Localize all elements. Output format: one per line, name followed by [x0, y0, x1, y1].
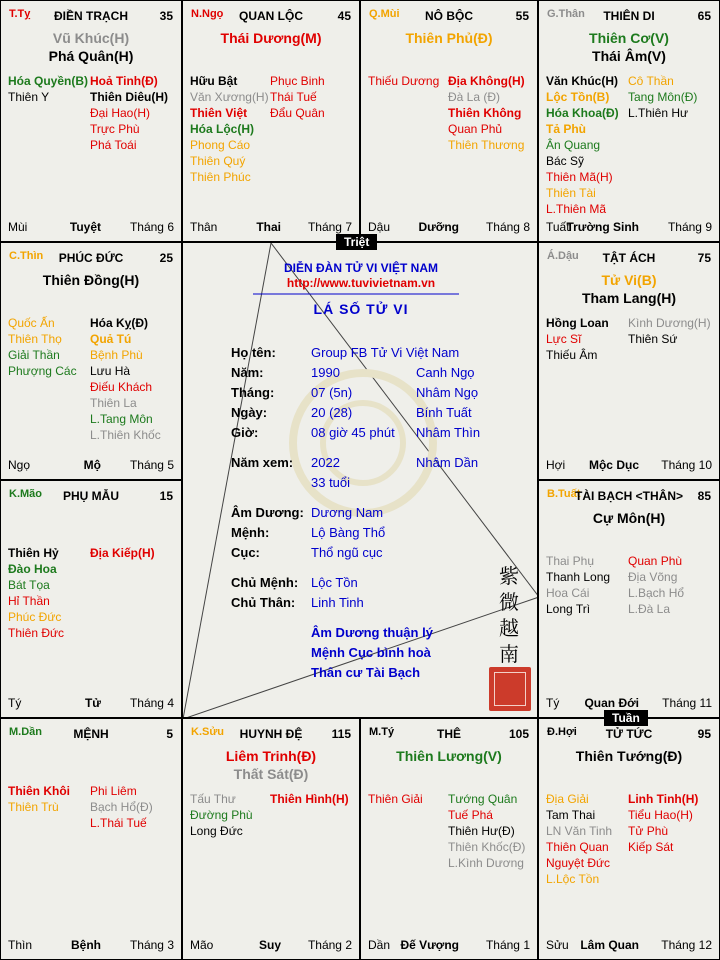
amduong-label: Âm Dương:: [231, 505, 304, 520]
left-stars: [546, 791, 612, 887]
minor-star: Thiên Khôi: [8, 784, 70, 798]
minor-star: Hỉ Thần: [8, 594, 50, 608]
minor-star: Thiên Quan: [546, 840, 609, 854]
palace-stem-branch: N.Ngọ: [191, 8, 224, 20]
palace-age: 5: [166, 727, 173, 741]
minor-star: Quả Tú: [90, 332, 132, 346]
minor-star: Bệnh Phù: [90, 348, 143, 362]
chu-than-value: Linh Tinh: [311, 595, 364, 610]
palace-age: 15: [159, 489, 173, 503]
minor-star: Giải Thần: [8, 348, 60, 362]
minor-star: Lộc Tồn(B): [546, 90, 610, 104]
minor-star: Long Đức: [190, 824, 243, 838]
palace-age: 45: [337, 9, 351, 23]
minor-star: Thai Phụ: [546, 554, 595, 568]
minor-star: Quan Phù: [628, 554, 683, 568]
palace-name: HUYNH ĐỆ: [239, 727, 303, 741]
palace-stem-branch: M.Tý: [369, 726, 395, 738]
main-star: Thiên Lương(V): [396, 748, 502, 764]
palace-age: 55: [515, 9, 529, 23]
minor-star: Hóa Khoa(Đ): [546, 106, 619, 120]
palace-month: Tháng 4: [129, 696, 174, 710]
palace-stage: Dưỡng: [418, 220, 459, 234]
palace-footer: [361, 938, 537, 954]
right-stars: [448, 73, 525, 153]
minor-star: Đà La (Đ): [448, 90, 501, 104]
minor-star: Thiên Sứ: [628, 332, 678, 346]
minor-star: Thái Tuế: [270, 90, 317, 104]
menh-value: Lộ Bàng Thổ: [311, 525, 386, 540]
left-stars: [546, 73, 619, 217]
palace-month: Tháng 2: [307, 938, 352, 952]
palace-age: 75: [697, 251, 711, 265]
minor-star: Tướng Quân: [448, 792, 518, 806]
minor-star: Long Trì: [546, 602, 591, 616]
palace-stem-branch: Đ.Hợi: [547, 726, 577, 738]
main-stars: [1, 29, 181, 65]
palace-name: TÀI BẠCH <THÂN>: [574, 489, 683, 503]
minor-star: Văn Khúc(H): [546, 74, 618, 88]
minor-star: Kiếp Sát: [628, 840, 674, 854]
calligraphy-3: 越: [499, 616, 519, 640]
chu-menh-label: Chủ Mệnh:: [231, 575, 299, 590]
palace-name: THÊ: [437, 727, 461, 741]
minor-star: Thiên La: [90, 396, 137, 410]
minor-star: Hóa Quyền(B): [8, 74, 89, 88]
month-label: Tháng:: [231, 385, 275, 400]
minor-star: L.Thiên Hư: [628, 106, 689, 120]
main-star: Tham Lang(H): [581, 290, 677, 306]
hour-canchi: Nhâm Thìn: [416, 425, 481, 440]
palace-stem-branch: T.Tỵ: [9, 8, 31, 20]
palace-mui[interactable]: [360, 0, 538, 242]
minor-star: Hóa Lộc(H): [190, 122, 254, 136]
main-stars: [539, 509, 719, 527]
view-year-label: Năm xem:: [231, 455, 294, 470]
palace-month: Tháng 7: [307, 220, 352, 234]
right-stars: [628, 73, 697, 121]
minor-star: Đẩu Quân: [270, 106, 325, 120]
calligraphy-1: 紫: [499, 564, 519, 588]
left-stars: [8, 73, 88, 105]
triet-tag: Triệt: [336, 234, 377, 250]
day-label: Ngày:: [231, 405, 268, 420]
note-3: Thân cư Tài Bạch: [311, 665, 421, 680]
palace-month: Tháng 5: [129, 458, 174, 472]
palace-thin[interactable]: [0, 242, 182, 480]
palace-month: Tháng 9: [667, 220, 712, 234]
main-star: Thiên Phủ(Đ): [405, 30, 493, 46]
palace-branch: Sửu: [546, 938, 569, 952]
website-name: DIỄN ĐÀN TỬ VI VIỆT NAM: [284, 261, 438, 275]
palace-stage: Quan Đới: [584, 696, 639, 710]
minor-star: Phúc Đức: [8, 610, 62, 624]
minor-star: Hữu Bật: [190, 74, 238, 88]
palace-stage: Mộ: [83, 458, 101, 472]
palace-month: Tháng 8: [485, 220, 530, 234]
main-stars: [361, 29, 537, 47]
palace-stage: Lâm Quan: [580, 938, 639, 952]
main-star: Thái Dương(M): [220, 30, 322, 46]
minor-star: Đường Phù: [190, 808, 253, 822]
center-info-panel: [182, 242, 538, 718]
palace-hoi[interactable]: [538, 718, 720, 960]
chart-title: LÁ SỐ TỬ VI: [313, 301, 409, 317]
minor-star: Hoa Cái: [546, 586, 590, 600]
year-canchi: Canh Ngọ: [416, 365, 475, 380]
main-stars: [183, 29, 359, 47]
palace-name: THIÊN DI: [603, 9, 655, 23]
main-stars: [539, 29, 719, 65]
palace-name: TỬ TỨC: [605, 727, 653, 741]
left-stars: [8, 783, 70, 815]
minor-star: Bạch Hổ(Đ): [90, 800, 153, 814]
minor-star: Nguyệt Đức: [546, 856, 611, 870]
palace-footer: [183, 220, 359, 236]
palace-footer: [539, 938, 719, 954]
day-canchi: Bính Tuất: [416, 405, 472, 420]
name-label: Họ tên:: [231, 345, 276, 360]
palace-stage: Tuyệt: [69, 220, 101, 234]
minor-star: Địa Võng: [628, 570, 678, 584]
palace-footer: [183, 938, 359, 954]
palace-month: Tháng 3: [129, 938, 174, 952]
minor-star: Thiên Mã(H): [546, 170, 613, 184]
minor-star: L.Kình Dương: [448, 856, 524, 870]
minor-star: Phi Liêm: [90, 784, 137, 798]
minor-star: Hồng Loan: [546, 316, 609, 330]
palace-branch: Mão: [190, 938, 214, 952]
palace-stage: Tử: [84, 696, 101, 710]
cuc-value: Thổ ngũ cục: [311, 545, 383, 560]
minor-star: Thiên Thọ: [8, 332, 62, 346]
palace-mao[interactable]: [0, 480, 182, 718]
main-star: Thái Âm(V): [592, 48, 666, 64]
left-stars: [368, 791, 423, 807]
palace-stem-branch: K.Sửu: [191, 726, 225, 738]
right-stars: [628, 315, 711, 347]
main-star: Thất Sát(Đ): [233, 766, 309, 782]
palace-branch: Dần: [368, 938, 391, 952]
minor-star: Thiên Phúc: [190, 170, 251, 184]
right-stars: [90, 315, 161, 443]
left-stars: [8, 545, 64, 641]
calligraphy-4: 南: [499, 642, 519, 666]
right-stars: [270, 73, 325, 121]
palace-age: 115: [331, 727, 351, 741]
minor-star: Tuế Phá: [448, 808, 493, 822]
hour-value: 08 giờ 45 phút: [311, 425, 395, 440]
minor-star: L.Thiên Mã: [546, 202, 607, 216]
hour-label: Giờ:: [231, 425, 259, 440]
palace-ty-bot[interactable]: [360, 718, 538, 960]
minor-star: L.Bạch Hổ: [628, 586, 685, 600]
minor-star: Quốc Ấn: [8, 316, 55, 330]
minor-star: Đại Hao(H): [90, 106, 151, 120]
minor-star: Địa Giải: [546, 792, 589, 806]
minor-star: Phá Toái: [90, 138, 137, 152]
minor-star: Ân Quang: [546, 138, 601, 152]
left-stars: [546, 315, 609, 363]
right-stars: [270, 791, 349, 807]
minor-star: Văn Xương(H): [190, 90, 269, 104]
palace-age: 95: [697, 727, 711, 741]
palace-name: QUAN LỘC: [239, 9, 303, 23]
minor-star: Phượng Các: [8, 364, 77, 378]
palace-than[interactable]: [538, 0, 720, 242]
main-stars: [361, 747, 537, 765]
palace-footer: [1, 220, 181, 236]
minor-star: Thiên Giải: [368, 792, 423, 806]
minor-star: Tam Thai: [546, 808, 596, 822]
minor-star: Bát Tọa: [8, 578, 50, 592]
amduong-value: Dương Nam: [311, 505, 384, 520]
note-1: Âm Dương thuận lý: [311, 625, 433, 640]
minor-star: Tiểu Hao(H): [628, 808, 693, 822]
minor-star: Thiên Tài: [546, 186, 596, 200]
minor-star: Thiếu Dương: [368, 74, 440, 88]
palace-branch: Mùi: [8, 220, 28, 234]
minor-star: Thiên Quý: [190, 154, 246, 168]
palace-age: 25: [159, 251, 173, 265]
minor-star: Điếu Khách: [90, 380, 153, 394]
palace-ty-top[interactable]: [0, 0, 182, 242]
palace-name: ĐIỀN TRẠCH: [54, 9, 128, 23]
palace-name: NÔ BỘC: [425, 9, 473, 23]
palace-month: Tháng 11: [662, 696, 712, 710]
palace-name: MỆNH: [73, 727, 109, 741]
left-stars: [546, 553, 610, 617]
palace-stem-branch: K.Mão: [9, 488, 42, 500]
palace-month: Tháng 6: [129, 220, 174, 234]
left-stars: [8, 315, 77, 379]
age-value: 33 tuổi: [311, 475, 351, 490]
main-star: Thiên Đồng(H): [42, 272, 140, 288]
palace-stem-branch: C.Thìn: [9, 250, 44, 262]
palace-tuat[interactable]: [538, 480, 720, 718]
palace-stage: Mộc Dục: [588, 458, 639, 472]
palace-stage: Thai: [256, 220, 281, 234]
palace-footer: [539, 220, 719, 236]
palace-name: TẬT ÁCH: [602, 251, 656, 265]
left-stars: [368, 73, 439, 89]
left-stars: [190, 73, 269, 185]
minor-star: Thiên Khốc(Đ): [448, 840, 526, 854]
palace-month: Tháng 1: [485, 938, 530, 952]
palace-stem-branch: M.Dần: [9, 726, 42, 738]
main-stars: [183, 747, 359, 783]
minor-star: L.Đà La: [628, 602, 671, 616]
right-stars: [90, 73, 168, 153]
palace-branch: Tý: [8, 696, 22, 710]
palace-age: 85: [697, 489, 711, 503]
red-seal-stamp: [489, 667, 531, 711]
right-stars: [628, 791, 698, 855]
minor-star: Phong Cáo: [190, 138, 251, 152]
palace-stage: Suy: [258, 938, 281, 952]
main-star: Liêm Trinh(Đ): [225, 748, 317, 764]
chu-menh-value: Lộc Tồn: [311, 575, 358, 590]
chu-than-label: Chủ Thân:: [231, 595, 296, 610]
minor-star: L.Lộc Tồn: [546, 872, 600, 886]
left-stars: [190, 791, 253, 839]
palace-ngo[interactable]: [182, 0, 360, 242]
day-value: 20 (28): [311, 405, 353, 420]
month-value: 07 (5n): [311, 385, 353, 400]
right-stars: [90, 783, 153, 831]
palace-footer: [1, 458, 181, 474]
palace-branch: Hợi: [546, 458, 566, 472]
main-stars: [539, 747, 719, 765]
main-star: Vũ Khúc(H): [52, 30, 130, 46]
minor-star: Tang Môn(Đ): [628, 90, 698, 104]
palace-month: Tháng 10: [661, 458, 712, 472]
palace-branch: Thân: [190, 220, 218, 234]
palace-branch: Tý: [546, 696, 560, 710]
minor-star: Thiên Hình(H): [270, 792, 349, 806]
main-star: Tử Vi(B): [601, 272, 657, 288]
minor-star: Tử Phù: [628, 824, 669, 838]
minor-star: Lực Sĩ: [546, 332, 582, 346]
palace-age: 65: [697, 9, 711, 23]
website-url[interactable]: http://www.tuvivietnam.vn: [286, 276, 436, 290]
minor-star: Thiên Hư(Đ): [448, 824, 515, 838]
palace-suu[interactable]: [182, 718, 360, 960]
year-label: Năm:: [231, 365, 264, 380]
minor-star: Tả Phù: [546, 122, 587, 136]
minor-star: L.Tang Môn: [90, 412, 153, 426]
palace-name: PHỤ MẪU: [63, 489, 119, 503]
minor-star: Cô Thần: [628, 74, 674, 88]
palace-footer: [1, 938, 181, 954]
minor-star: Hoả Tinh(Đ): [90, 74, 158, 88]
minor-star: Thiên Y: [8, 90, 50, 104]
minor-star: Phục Binh: [270, 74, 325, 88]
palace-branch: Ngọ: [8, 458, 31, 472]
main-star: Thiên Tướng(Đ): [575, 748, 683, 764]
palace-stem-branch: Á.Dậu: [547, 250, 579, 262]
minor-star: L.Thái Tuế: [90, 816, 147, 830]
month-canchi: Nhâm Ngọ: [416, 385, 479, 400]
minor-star: LN Văn Tinh: [546, 824, 613, 838]
name-value: Group FB Tử Vi Việt Nam: [311, 345, 460, 360]
minor-star: Hóa Kỵ(Đ): [90, 316, 149, 330]
palace-stage: Trường Sinh: [566, 220, 639, 234]
main-stars: [1, 271, 181, 289]
minor-star: Địa Không(H): [448, 74, 525, 88]
minor-star: Thiên Hỷ: [8, 546, 59, 560]
menh-label: Mệnh:: [231, 525, 270, 540]
right-stars: [90, 545, 155, 561]
minor-star: Thiếu Âm: [546, 348, 598, 362]
palace-age: 105: [508, 727, 529, 741]
palace-footer: [1, 696, 181, 712]
palace-stage: Đế Vượng: [400, 938, 459, 952]
palace-footer: [539, 458, 719, 474]
minor-star: Thiên Việt: [190, 106, 248, 120]
main-star: Cự Môn(H): [592, 510, 666, 526]
cuc-label: Cục:: [231, 545, 260, 560]
main-star: Phá Quân(H): [48, 48, 134, 64]
view-year-value: 2022: [311, 455, 340, 470]
minor-star: Quan Phủ: [448, 122, 503, 136]
tuan-tag: Tuần: [604, 710, 648, 726]
main-star: Thiên Cơ(V): [589, 30, 669, 46]
minor-star: Thiên Diêu(H): [90, 90, 168, 104]
palace-stem-branch: B.Tuất: [547, 488, 581, 500]
palace-stage: Bệnh: [71, 938, 101, 952]
minor-star: Đào Hoa: [8, 562, 57, 576]
palace-month: Tháng 12: [661, 938, 712, 952]
note-2: Mệnh Cục bình hoà: [311, 645, 431, 660]
palace-branch: Dậu: [368, 220, 391, 234]
palace-dau[interactable]: [538, 242, 720, 480]
year-value: 1990: [311, 365, 340, 380]
minor-star: Kình Dương(H): [628, 316, 711, 330]
palace-dan[interactable]: [0, 718, 182, 960]
palace-footer: [361, 220, 537, 236]
minor-star: Thiên Thương: [448, 138, 525, 152]
palace-branch: Tuất: [546, 220, 570, 234]
palace-branch: Thìn: [8, 938, 33, 952]
minor-star: Thiên Trù: [8, 800, 59, 814]
minor-star: Linh Tinh(H): [628, 792, 699, 806]
minor-star: Trực Phù: [90, 122, 140, 136]
minor-star: Lưu Hà: [90, 364, 131, 378]
calligraphy-2: 微: [499, 590, 519, 614]
palace-age: 35: [159, 9, 173, 23]
minor-star: L.Thiên Khốc: [90, 428, 161, 442]
minor-star: Bác Sỹ: [546, 154, 585, 168]
view-year-canchi: Nhâm Dần: [416, 455, 479, 470]
minor-star: Thiên Đức: [8, 626, 65, 640]
palace-stem-branch: G.Thân: [547, 8, 585, 20]
minor-star: Địa Kiếp(H): [90, 546, 155, 560]
main-stars: [539, 271, 719, 307]
minor-star: Thanh Long: [546, 570, 611, 584]
palace-name: PHÚC ĐỨC: [58, 251, 124, 265]
right-stars: [628, 553, 684, 617]
right-stars: [448, 791, 525, 871]
palace-stem-branch: Q.Mùi: [369, 8, 400, 20]
minor-star: Thiên Không: [448, 106, 522, 120]
minor-star: Tấu Thư: [190, 792, 236, 806]
